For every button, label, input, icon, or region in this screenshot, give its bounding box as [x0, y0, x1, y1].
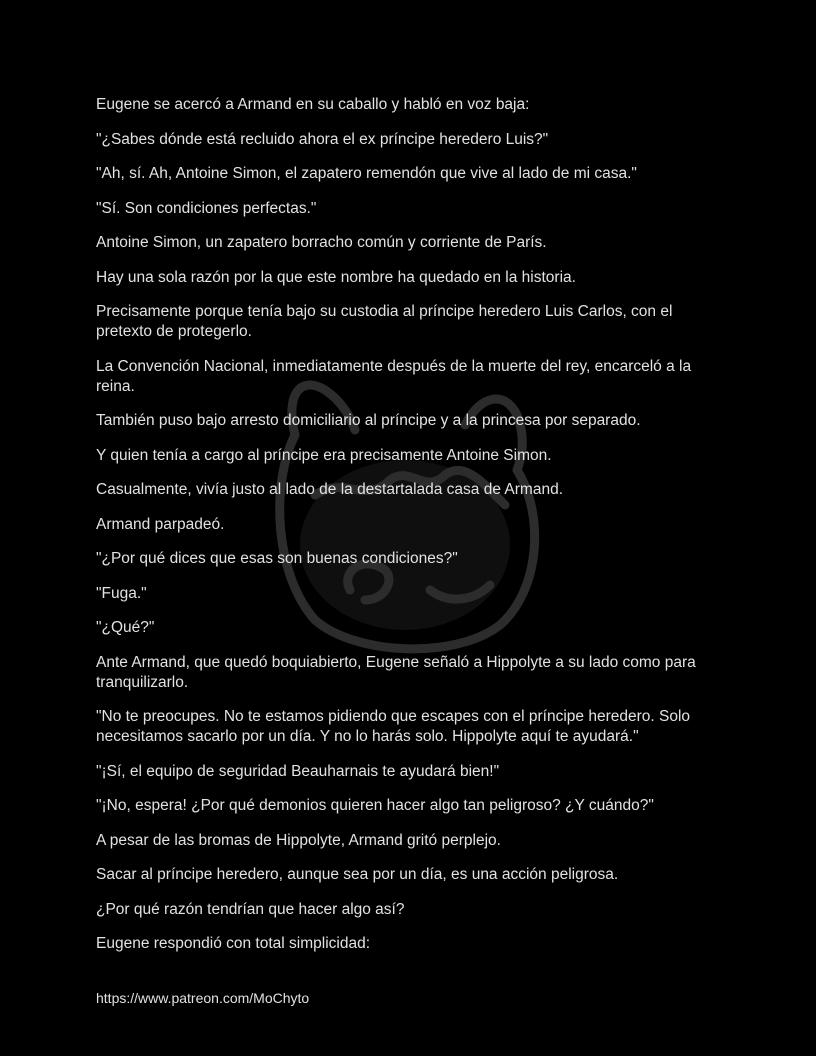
- paragraph: "Fuga.": [96, 584, 147, 602]
- paragraph: Sacar al príncipe heredero, aunque sea por un día, es una acción peligrosa.: [96, 866, 619, 883]
- paragraph: Precisamente porque tenía bajo su custodia al príncipe heredero Luis Carlos, con el pretexto de protegerlo.: [96, 303, 673, 340]
- paragraph: También puso bajo arresto domiciliario al príncipe y a la princesa por separado.: [96, 412, 641, 429]
- paragraph: "¡Sí, el equipo de seguridad Beauharnais te ayudará bien!": [96, 762, 500, 780]
- paragraph: Casualmente, vivía justo al lado de la destartalada casa de Armand.: [96, 481, 563, 498]
- paragraph: "¡No, espera! ¿Por qué demonios quieren hacer algo tan peligroso? ¿Y cuándo?": [96, 797, 654, 814]
- paragraph: "¿Por qué dices que esas son buenas condiciones?": [96, 550, 458, 567]
- paragraph: "Sí. Son condiciones perfectas.": [96, 199, 317, 217]
- paragraph: "Ah, sí. Ah, Antoine Simon, el zapatero remendón que vive al lado de mi casa.": [96, 165, 637, 182]
- paragraph: Antoine Simon, un zapatero borracho común y corriente de París.: [96, 234, 547, 251]
- paragraph: Y quien tenía a cargo al príncipe era precisamente Antoine Simon.: [96, 446, 552, 464]
- paragraph: A pesar de las bromas de Hippolyte, Armand gritó perplejo.: [96, 831, 501, 849]
- paragraph: Eugene respondió con total simplicidad:: [96, 935, 371, 952]
- paragraph: Eugene se acercó a Armand en su caballo y habló en voz baja:: [96, 96, 530, 113]
- paragraph: "¿Qué?": [96, 619, 155, 636]
- paragraph: ¿Por qué razón tendrían que hacer algo así?: [96, 900, 405, 918]
- text-column: [96, 95, 726, 969]
- paragraph: "No te preocupes. No te estamos pidiendo que escapes con el príncipe heredero. Solo necesitamos sacarlo por un día. Y no lo harás solo. Hippolyte aquí te ayudará.": [96, 708, 691, 745]
- paragraph: Armand parpadeó.: [96, 515, 225, 533]
- paragraph: Ante Armand, que quedó boquiabierto, Eugene señaló a Hippolyte a su lado como para tranquilizarlo.: [96, 653, 696, 691]
- paragraph: "¿Sabes dónde está recluido ahora el ex príncipe heredero Luis?": [96, 130, 549, 148]
- paragraph: Hay una sola razón por la que este nombre ha quedado en la historia.: [96, 268, 576, 286]
- paragraph: La Convención Nacional, inmediatamente después de la muerte del rey, encarceló a la reina.: [96, 357, 692, 395]
- patreon-link[interactable]: https://www.patreon.com/MoChyto: [96, 990, 310, 1006]
